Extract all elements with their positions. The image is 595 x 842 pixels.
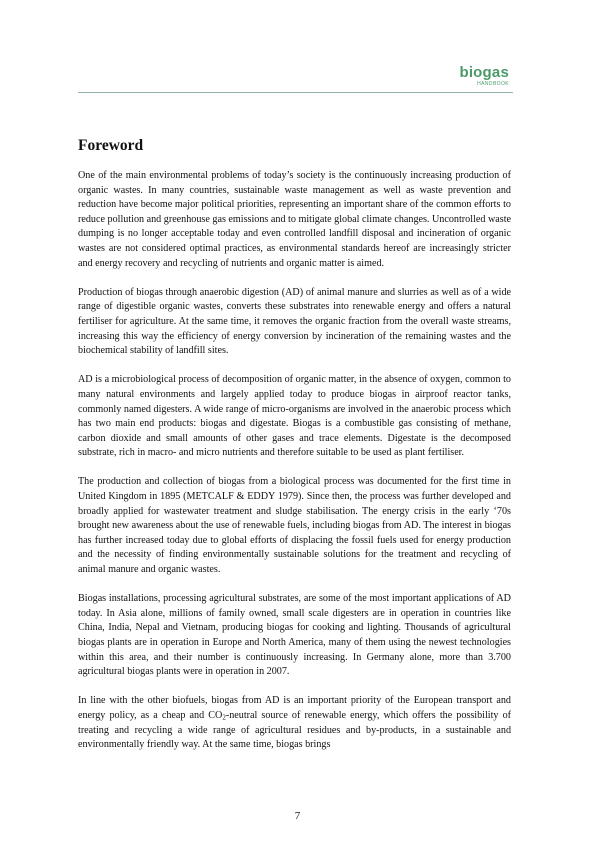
- paragraph-6: [78, 694, 511, 752]
- logo-subtitle: HANDBOOK: [477, 81, 509, 87]
- biogas-handbook-logo: [459, 65, 509, 87]
- logo-wordmark: biogas: [459, 64, 509, 81]
- paragraph-4: The production and collection of biogas from a biological process was documented for the first time in United Kingdom in 1895 (METCALF & EDDY 1979). Since then, the process was further developed and broadly applied for wastewater treatment and sludge stabilisation. The energy crisis in the early ‘70s brought new awareness about the use of renewable fuels, including biogas from AD. The interest in biogas has further increased today due to global efforts of displacing the fossil fuels used for energy production and the necessity of finding environmentally sustainable solutions for the treatment and recycling of animal manure and organic wastes.: [78, 476, 511, 576]
- page-title: Foreword: [78, 137, 144, 154]
- paragraph-1: One of the main environmental problems of today’s society is the continuously increasing production of organic wastes. In many countries, sustainable waste management as well as waste prevention and reduction have become major political priorities, representing an important share of the common efforts to reduce pollution and greenhouse gas emissions and to mitigate global climate changes. Uncontrolled waste dumping is no longer acceptable today and even controlled landfill disposal and incineration of organic wastes are not considered optimal practices, as environmental standards hereof are increasingly stricter and energy recovery and recycling of nutrients and organic matter is aimed.: [78, 170, 512, 269]
- body-text: [78, 169, 511, 767]
- header-divider: [78, 92, 513, 93]
- paragraph-6-start: In line with the other biofuels, biogas from AD is an important priority of the European transport and energy policy, as a cheap and CO: [78, 695, 511, 721]
- co2-subscript: 2: [222, 713, 226, 722]
- paragraph-2: Production of biogas through anaerobic digestion (AD) of animal manure and slurries as well as of a wide range of digestible organic wastes, converts these substrates into renewable energy and offers a natural fertiliser for agriculture. At the same time, it removes the organic fraction from the overall waste streams, increasing this way the efficiency of energy conversion by incineration of the remaining wastes and the biochemical stability of landfill sites.: [78, 286, 511, 357]
- paragraph-3: AD is a microbiological process of decomposition of organic matter, in the absence of oxygen, common to many natural environments and largely applied today to produce biogas in airproof reactor tanks, commonly named digesters. A wide range of micro-organisms are involved in the anaerobic process which has two main end products: biogas and digestate. Biogas is a combustible gas consisting of methane, carbon dioxide and small amounts of other gases and trace elements. Digestate is the decomposed substrate, rich in macro- and micro nutrients and therefore suitable to be used as plant fertiliser.: [78, 374, 511, 459]
- paragraph-5: Biogas installations, processing agricultural substrates, are some of the most important applications of AD today. In Asia alone, millions of family owned, small scale digesters are in operation in countries like China, India, Nepal and Vietnam, producing biogas for cooking and lighting. Thousands of agricultural biogas plants are in operation in Europe and North America, many of them using the newest technologies within this area, and their number is continuously increasing. In Germany alone, more than 3.700 agricultural biogas plants were in operation in 2007.: [78, 593, 511, 678]
- paragraph-6-end: -neutral source of renewable energy, which offers the possibility of treating and recycling a wide range of agricultural residues and by-products, in a sustainable and environmentally friendly way. At the same time, biogas brings: [78, 709, 512, 751]
- page-number: 7: [294, 810, 301, 822]
